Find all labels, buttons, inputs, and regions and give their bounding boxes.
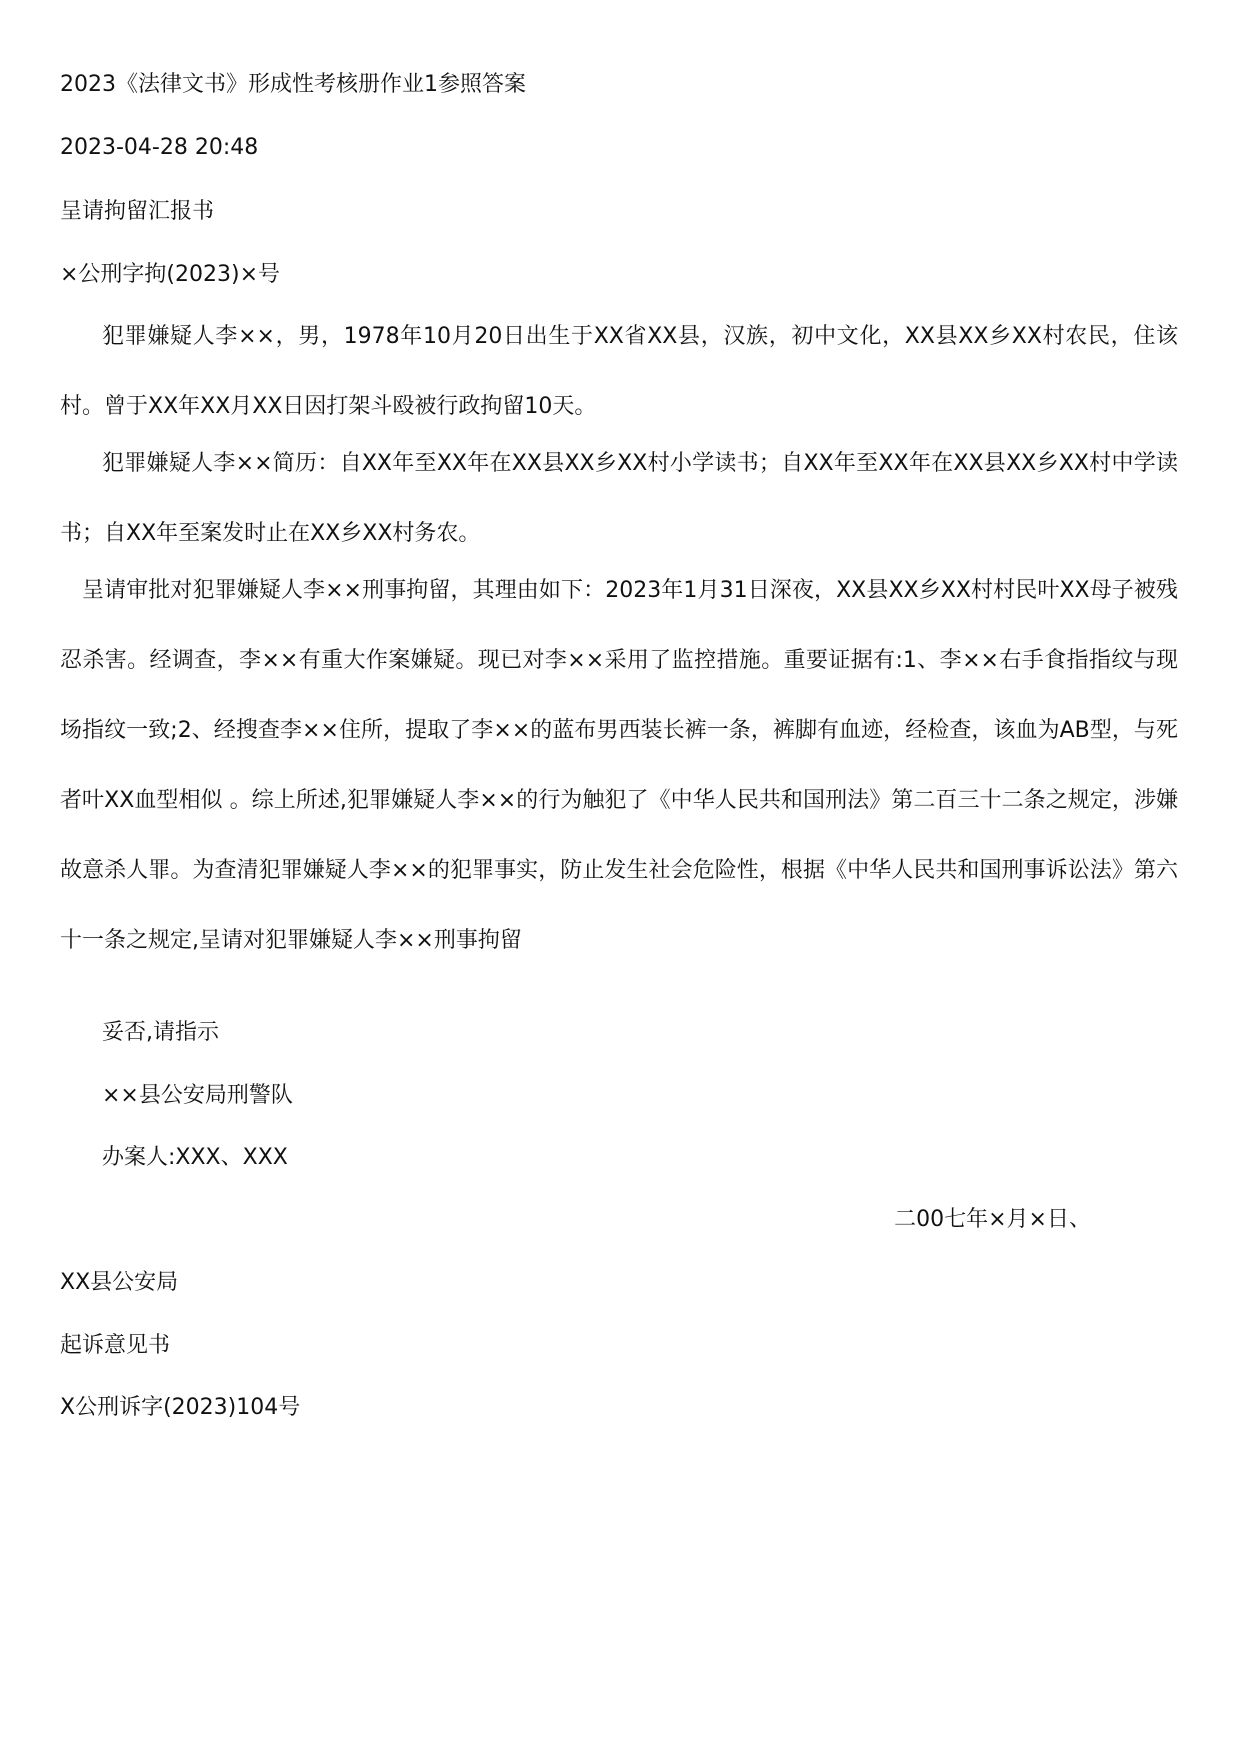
document-title: 2023《法律文书》形成性考核册作业1参照答案	[60, 72, 526, 97]
indictment-number: X公刑诉字(2023)104号	[60, 1395, 301, 1420]
suspect-info-paragraph: 犯罪嫌疑人李××，男，1978年10月20日出生于XX省XX县，汉族，初中文化，XX县XX乡XX村农民，住该村。曾于XX年XX月XX日因打架斗殴被行政拘留10天。	[60, 324, 1178, 419]
publish-timestamp: 2023-04-28 20:48	[60, 135, 259, 160]
closing-request: 妥否,请指示	[102, 1020, 219, 1045]
report-date: 二00七年×月×日、	[894, 1207, 1091, 1232]
indictment-org: XX县公安局	[60, 1270, 179, 1295]
case-handler: 办案人:XXX、XXX	[102, 1145, 288, 1170]
indictment-title: 起诉意见书	[60, 1333, 171, 1358]
report-title: 呈请拘留汇报书	[60, 199, 215, 224]
detention-reason-paragraph: 呈请审批对犯罪嫌疑人李××刑事拘留，其理由如下：2023年1月31日深夜，XX县XX乡XX村村民叶XX母子被残忍杀害。经调查，李××有重大作案嫌疑。现已对李××采用了监控措施。重要证据有:1、李××右手食指指纹与现场指纹一致;2、经搜查李××住所，提取了李××的蓝布男西装长裤一条，裤脚有血迹，经检查，该血为AB型，与死者叶XX血型相似 。综上所述,犯罪嫌疑人李××的行为触犯了《中华人民共和国刑法》第二百三十二条之规定，涉嫌故意杀人罪。为查清犯罪嫌疑人李××的犯罪事实，防止发生社会危险性，根据《中华人民共和国刑事诉讼法》第六十一条之规定,呈请对犯罪嫌疑人李××刑事拘留	[60, 578, 1178, 953]
report-number: ×公刑字拘(2023)×号	[60, 262, 281, 287]
suspect-resume-paragraph: 犯罪嫌疑人李××简历：自XX年至XX年在XX县XX乡XX村小学读书；自XX年至XX年在XX县XX乡XX村中学读书；自XX年至案发时止在XX乡XX村务农。	[60, 451, 1178, 546]
issuing-unit: ××县公安局刑警队	[102, 1083, 293, 1108]
